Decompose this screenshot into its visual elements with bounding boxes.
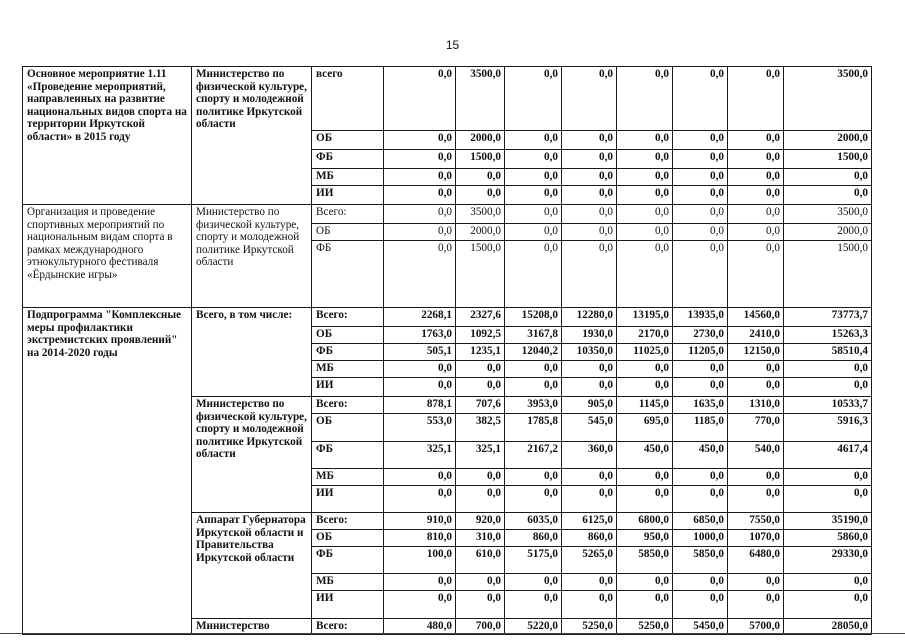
value-cell: 0,0	[617, 361, 673, 378]
value-cell: 2268,1	[384, 308, 456, 327]
value-cell: 12280,0	[562, 308, 617, 327]
value-cell: 0,0	[728, 361, 784, 378]
value-cell: 878,1	[384, 397, 456, 414]
value-cell: 920,0	[456, 513, 505, 530]
value-cell: 0,0	[505, 574, 562, 591]
table-row	[23, 308, 872, 327]
value-cell: 0,0	[456, 469, 505, 486]
value-cell: 0,0	[673, 361, 728, 378]
value-cell: 0,0	[562, 591, 617, 619]
value-cell: 0,0	[384, 67, 456, 131]
value-cell: 0,0	[728, 574, 784, 591]
value-cell: 0,0	[617, 224, 673, 241]
funding-source-cell: ОБ	[312, 530, 384, 547]
value-cell: 0,0	[728, 224, 784, 241]
value-cell: 0,0	[562, 224, 617, 241]
funding-source-cell: всего	[312, 67, 384, 131]
value-cell: 0,0	[617, 205, 673, 224]
value-cell: 0,0	[673, 378, 728, 397]
value-cell: 0,0	[728, 486, 784, 513]
value-cell: 5700,0	[728, 619, 784, 635]
value-cell: 1500,0	[784, 241, 872, 308]
value-cell: 0,0	[384, 486, 456, 513]
value-cell: 0,0	[673, 224, 728, 241]
value-cell: 0,0	[728, 205, 784, 224]
value-cell: 1785,8	[505, 414, 562, 442]
value-cell: 700,0	[456, 619, 505, 635]
value-cell: 0,0	[456, 361, 505, 378]
value-cell: 553,0	[384, 414, 456, 442]
value-cell: 4617,4	[784, 442, 872, 469]
value-cell: 2410,0	[728, 327, 784, 344]
value-cell: 2000,0	[784, 224, 872, 241]
value-cell: 0,0	[617, 186, 673, 205]
value-cell: 0,0	[505, 378, 562, 397]
value-cell: 11025,0	[617, 344, 673, 361]
table-row	[23, 205, 872, 224]
value-cell: 100,0	[384, 547, 456, 574]
value-cell: 450,0	[673, 442, 728, 469]
event-name-cell: Подпрограмма "Комплексные меры профилактики экстремистских проявлений" на 2014-2020 годы	[23, 308, 192, 635]
value-cell: 0,0	[728, 186, 784, 205]
event-name-cell: Основное мероприятие 1.11 «Проведение мероприятий, направленных на развитие национальных видов спорта на территории Иркутской области» в 2015 году	[23, 67, 192, 205]
value-cell: 0,0	[456, 574, 505, 591]
value-cell: 3953,0	[505, 397, 562, 414]
value-cell: 0,0	[384, 186, 456, 205]
value-cell: 0,0	[728, 169, 784, 186]
value-cell: 0,0	[728, 150, 784, 169]
value-cell: 1930,0	[562, 327, 617, 344]
value-cell: 770,0	[728, 414, 784, 442]
value-cell: 0,0	[562, 241, 617, 308]
value-cell: 0,0	[456, 186, 505, 205]
value-cell: 6125,0	[562, 513, 617, 530]
value-cell: 0,0	[784, 486, 872, 513]
value-cell: 0,0	[728, 591, 784, 619]
value-cell: 360,0	[562, 442, 617, 469]
budget-table	[22, 66, 872, 635]
value-cell: 910,0	[384, 513, 456, 530]
value-cell: 5175,0	[505, 547, 562, 574]
value-cell: 0,0	[617, 169, 673, 186]
table-row	[23, 67, 872, 131]
value-cell: 1763,0	[384, 327, 456, 344]
value-cell: 14560,0	[728, 308, 784, 327]
page-number: 15	[445, 38, 460, 52]
value-cell: 450,0	[617, 442, 673, 469]
value-cell: 325,1	[456, 442, 505, 469]
value-cell: 6800,0	[617, 513, 673, 530]
funding-source-cell: ИИ	[312, 486, 384, 513]
executor-cell: Министерство по физической культуре, спорту и молодежной политике Иркутской области	[192, 205, 312, 308]
value-cell: 0,0	[384, 361, 456, 378]
funding-source-cell: ИИ	[312, 378, 384, 397]
value-cell: 2000,0	[456, 224, 505, 241]
executor-cell: Всего, в том числе:	[192, 308, 312, 397]
value-cell: 0,0	[562, 186, 617, 205]
value-cell: 0,0	[728, 469, 784, 486]
value-cell: 0,0	[728, 67, 784, 131]
value-cell: 0,0	[617, 486, 673, 513]
value-cell: 6035,0	[505, 513, 562, 530]
value-cell: 1000,0	[673, 530, 728, 547]
value-cell: 0,0	[617, 241, 673, 308]
funding-source-cell: ФБ	[312, 344, 384, 361]
value-cell: 325,1	[384, 442, 456, 469]
value-cell: 1070,0	[728, 530, 784, 547]
value-cell: 0,0	[617, 150, 673, 169]
value-cell: 0,0	[505, 469, 562, 486]
value-cell: 610,0	[456, 547, 505, 574]
executor-cell: Министерство по физической культуре, спорту и молодежной политике Иркутской области	[192, 67, 312, 205]
value-cell: 29330,0	[784, 547, 872, 574]
funding-source-cell: Всего:	[312, 513, 384, 530]
value-cell: 0,0	[617, 378, 673, 397]
value-cell: 707,6	[456, 397, 505, 414]
funding-source-cell: ФБ	[312, 442, 384, 469]
value-cell: 0,0	[562, 131, 617, 150]
value-cell: 10533,7	[784, 397, 872, 414]
value-cell: 0,0	[456, 591, 505, 619]
value-cell: 0,0	[384, 378, 456, 397]
value-cell: 58510,4	[784, 344, 872, 361]
value-cell: 0,0	[562, 486, 617, 513]
funding-source-cell: МБ	[312, 469, 384, 486]
value-cell: 15208,0	[505, 308, 562, 327]
value-cell: 0,0	[505, 67, 562, 131]
value-cell: 0,0	[617, 591, 673, 619]
value-cell: 0,0	[505, 150, 562, 169]
funding-source-cell: ИИ	[312, 591, 384, 619]
value-cell: 0,0	[384, 150, 456, 169]
funding-source-cell: ФБ	[312, 150, 384, 169]
value-cell: 0,0	[673, 486, 728, 513]
value-cell: 3500,0	[456, 67, 505, 131]
value-cell: 0,0	[384, 591, 456, 619]
value-cell: 0,0	[728, 241, 784, 308]
value-cell: 1500,0	[784, 150, 872, 169]
value-cell: 6850,0	[673, 513, 728, 530]
value-cell: 28050,0	[784, 619, 872, 635]
value-cell: 11205,0	[673, 344, 728, 361]
value-cell: 810,0	[384, 530, 456, 547]
value-cell: 73773,7	[784, 308, 872, 327]
value-cell: 0,0	[673, 131, 728, 150]
value-cell: 540,0	[728, 442, 784, 469]
value-cell: 0,0	[384, 169, 456, 186]
value-cell: 1310,0	[728, 397, 784, 414]
value-cell: 0,0	[784, 591, 872, 619]
value-cell: 1235,1	[456, 344, 505, 361]
value-cell: 5916,3	[784, 414, 872, 442]
value-cell: 2327,6	[456, 308, 505, 327]
value-cell: 0,0	[505, 186, 562, 205]
value-cell: 0,0	[784, 574, 872, 591]
value-cell: 5220,0	[505, 619, 562, 635]
funding-source-cell: ОБ	[312, 414, 384, 442]
value-cell: 1500,0	[456, 241, 505, 308]
funding-source-cell: ОБ	[312, 224, 384, 241]
value-cell: 13935,0	[673, 308, 728, 327]
value-cell: 0,0	[673, 574, 728, 591]
page-bottom-rule	[0, 633, 905, 634]
value-cell: 2730,0	[673, 327, 728, 344]
value-cell: 1500,0	[456, 150, 505, 169]
value-cell: 0,0	[784, 169, 872, 186]
value-cell: 0,0	[384, 224, 456, 241]
value-cell: 0,0	[617, 131, 673, 150]
value-cell: 695,0	[617, 414, 673, 442]
value-cell: 0,0	[673, 169, 728, 186]
funding-source-cell: ОБ	[312, 327, 384, 344]
value-cell: 3167,8	[505, 327, 562, 344]
value-cell: 0,0	[784, 186, 872, 205]
value-cell: 1635,0	[673, 397, 728, 414]
value-cell: 0,0	[562, 574, 617, 591]
value-cell: 0,0	[673, 591, 728, 619]
funding-source-cell: Всего:	[312, 397, 384, 414]
value-cell: 0,0	[562, 378, 617, 397]
value-cell: 0,0	[384, 574, 456, 591]
value-cell: 505,1	[384, 344, 456, 361]
value-cell: 0,0	[384, 469, 456, 486]
value-cell: 6480,0	[728, 547, 784, 574]
value-cell: 0,0	[456, 378, 505, 397]
value-cell: 0,0	[673, 241, 728, 308]
value-cell: 1092,5	[456, 327, 505, 344]
value-cell: 12150,0	[728, 344, 784, 361]
value-cell: 2170,0	[617, 327, 673, 344]
funding-source-cell: ОБ	[312, 131, 384, 150]
executor-cell: Министерство по физической культуре, спорту и молодежной политике Иркутской области	[192, 397, 312, 513]
value-cell: 0,0	[505, 486, 562, 513]
value-cell: 2167,2	[505, 442, 562, 469]
value-cell: 35190,0	[784, 513, 872, 530]
value-cell: 12040,2	[505, 344, 562, 361]
value-cell: 0,0	[673, 186, 728, 205]
executor-cell: Аппарат Губернатора Иркутской области и Правительства Иркутской области	[192, 513, 312, 619]
value-cell: 0,0	[384, 241, 456, 308]
value-cell: 5265,0	[562, 547, 617, 574]
value-cell: 0,0	[673, 205, 728, 224]
value-cell: 0,0	[617, 469, 673, 486]
funding-source-cell: Всего:	[312, 205, 384, 224]
funding-source-cell: Всего:	[312, 619, 384, 635]
value-cell: 0,0	[456, 169, 505, 186]
value-cell: 0,0	[505, 169, 562, 186]
funding-source-cell: МБ	[312, 574, 384, 591]
value-cell: 0,0	[505, 361, 562, 378]
value-cell: 310,0	[456, 530, 505, 547]
value-cell: 0,0	[505, 131, 562, 150]
value-cell: 0,0	[673, 469, 728, 486]
event-name-cell: Организация и проведение спортивных мероприятий по национальным видам спорта в рамках международного этнокультурного фестиваля «Ёрдынские игры»	[23, 205, 192, 308]
value-cell: 0,0	[505, 241, 562, 308]
value-cell: 905,0	[562, 397, 617, 414]
value-cell: 15263,3	[784, 327, 872, 344]
value-cell: 5860,0	[784, 530, 872, 547]
value-cell: 0,0	[728, 378, 784, 397]
value-cell: 5850,0	[673, 547, 728, 574]
value-cell: 3500,0	[784, 205, 872, 224]
value-cell: 0,0	[562, 361, 617, 378]
value-cell: 13195,0	[617, 308, 673, 327]
funding-source-cell: ИИ	[312, 186, 384, 205]
value-cell: 2000,0	[456, 131, 505, 150]
value-cell: 0,0	[505, 591, 562, 619]
value-cell: 0,0	[784, 378, 872, 397]
value-cell: 3500,0	[456, 205, 505, 224]
value-cell: 950,0	[617, 530, 673, 547]
funding-source-cell: ФБ	[312, 547, 384, 574]
value-cell: 5250,0	[617, 619, 673, 635]
value-cell: 0,0	[784, 469, 872, 486]
value-cell: 860,0	[562, 530, 617, 547]
value-cell: 860,0	[505, 530, 562, 547]
value-cell: 0,0	[673, 67, 728, 131]
value-cell: 1185,0	[673, 414, 728, 442]
value-cell: 480,0	[384, 619, 456, 635]
value-cell: 0,0	[456, 486, 505, 513]
value-cell: 0,0	[505, 224, 562, 241]
value-cell: 7550,0	[728, 513, 784, 530]
executor-cell: Министерство	[192, 619, 312, 635]
value-cell: 0,0	[505, 205, 562, 224]
value-cell: 545,0	[562, 414, 617, 442]
value-cell: 0,0	[673, 150, 728, 169]
value-cell: 5450,0	[673, 619, 728, 635]
value-cell: 2000,0	[784, 131, 872, 150]
value-cell: 0,0	[562, 469, 617, 486]
value-cell: 1145,0	[617, 397, 673, 414]
funding-source-cell: Всего:	[312, 308, 384, 327]
value-cell: 0,0	[562, 67, 617, 131]
value-cell: 0,0	[784, 361, 872, 378]
value-cell: 5850,0	[617, 547, 673, 574]
funding-source-cell: МБ	[312, 169, 384, 186]
value-cell: 382,5	[456, 414, 505, 442]
value-cell: 0,0	[728, 131, 784, 150]
value-cell: 5250,0	[562, 619, 617, 635]
value-cell: 0,0	[562, 169, 617, 186]
value-cell: 0,0	[562, 150, 617, 169]
value-cell: 0,0	[617, 67, 673, 131]
value-cell: 0,0	[384, 205, 456, 224]
funding-source-cell: ФБ	[312, 241, 384, 308]
funding-source-cell: МБ	[312, 361, 384, 378]
value-cell: 3500,0	[784, 67, 872, 131]
value-cell: 0,0	[617, 574, 673, 591]
value-cell: 10350,0	[562, 344, 617, 361]
value-cell: 0,0	[384, 131, 456, 150]
value-cell: 0,0	[562, 205, 617, 224]
